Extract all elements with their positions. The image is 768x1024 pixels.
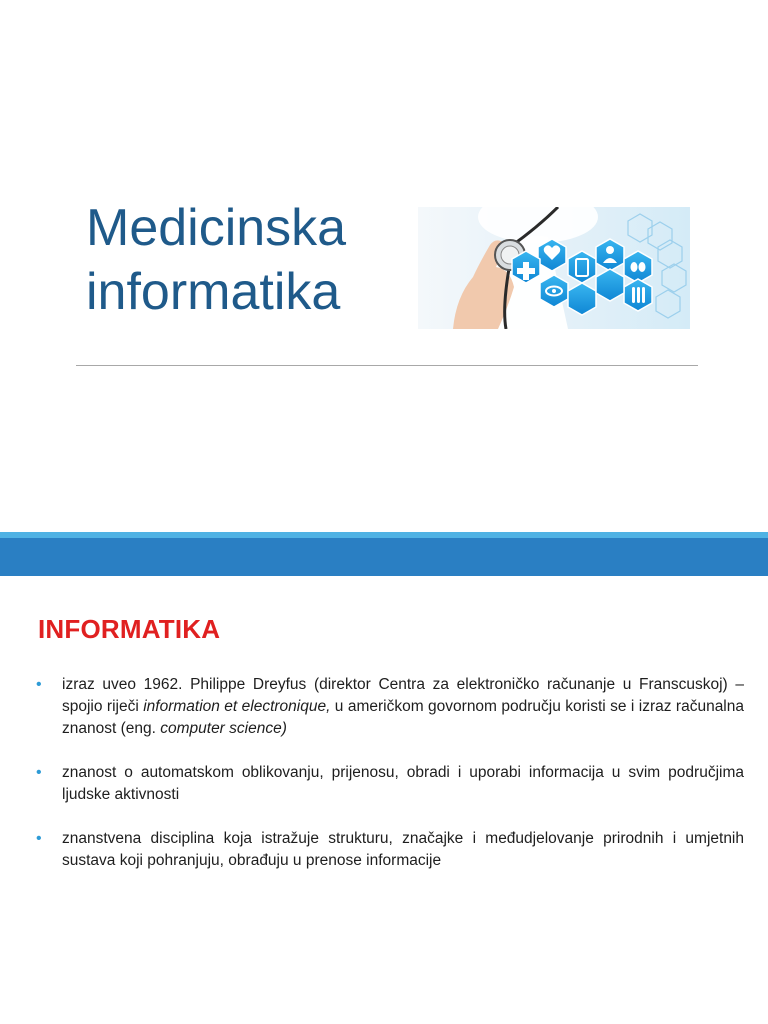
title-line-1: Medicinska	[86, 199, 347, 257]
bullet-list	[36, 674, 744, 894]
medical-hero-illustration	[418, 207, 690, 329]
bullet-text: znanstvena disciplina koja istražuje strukturu, značajke i međudjelovanje prirodnih i umjetnih sustava koji pohranjuju, obrađuju u prenose informacije	[62, 830, 744, 869]
medical-hero-image	[418, 207, 690, 329]
slide-title	[86, 196, 416, 324]
bullet-icon: •	[36, 676, 42, 693]
user-icon	[596, 239, 624, 271]
title-line-2: informatika	[86, 263, 341, 321]
bullet-text: u američkom govornom području koristi se i izraz računalna znanost (eng.	[62, 698, 744, 737]
bullet-item	[36, 828, 744, 872]
bullet-italic-term: computer science)	[160, 720, 287, 737]
tablet-icon	[568, 251, 596, 283]
bullet-icon: •	[36, 764, 42, 781]
content-slide	[0, 576, 768, 1024]
slide-separator-band	[0, 538, 768, 576]
bullet-italic-term: information et electronique,	[143, 698, 331, 715]
bullet-item	[36, 674, 744, 740]
bullet-icon: •	[36, 830, 42, 847]
title-divider	[76, 365, 698, 366]
bullet-text: znanost o automatskom oblikovanju, prijenosu, obradi i uporabi informacija u svim područjima ljudske aktivnosti	[62, 764, 744, 803]
bullet-text: izraz uveo 1962. Philippe Dreyfus (direktor Centra za elektroničko računanje u Franscuskoj) – spojio riječi	[62, 676, 744, 715]
bullet-item	[36, 762, 744, 806]
slide-heading: INFORMATIKA	[38, 614, 221, 644]
